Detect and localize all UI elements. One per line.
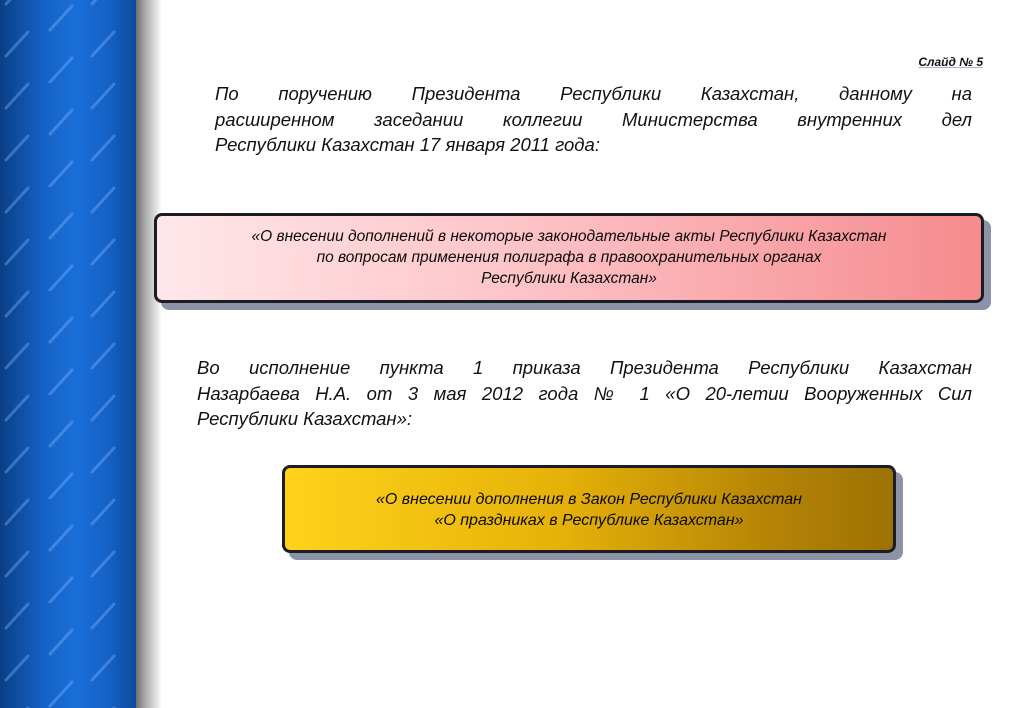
band-stroke bbox=[92, 292, 114, 316]
execution-paragraph bbox=[197, 355, 972, 432]
band-stroke bbox=[92, 604, 114, 628]
band-stroke bbox=[6, 396, 28, 420]
band-stroke bbox=[6, 448, 28, 472]
band-stroke bbox=[6, 32, 28, 56]
box-line: «О внесении дополнения в Закон Республики Казахстан bbox=[376, 491, 802, 508]
band-stroke bbox=[6, 656, 28, 680]
intro-line: Республики Казахстан 17 января 2011 года: bbox=[215, 134, 600, 155]
band-stroke bbox=[92, 84, 114, 108]
intro-paragraph bbox=[197, 81, 972, 158]
intro-line: По поручению Президента Республики Казахстан, данному на bbox=[215, 83, 972, 104]
execution-line: Во исполнение пункта 1 приказа Президента Республики Казахстан bbox=[197, 357, 972, 378]
band-stroke bbox=[92, 188, 114, 212]
band-stroke bbox=[50, 162, 72, 186]
band-stroke bbox=[50, 110, 72, 134]
band-stroke bbox=[92, 32, 114, 56]
decorative-side-band bbox=[0, 0, 136, 708]
band-stroke bbox=[6, 552, 28, 576]
band-stroke bbox=[50, 58, 72, 82]
holiday-law-box bbox=[282, 465, 896, 553]
band-stroke bbox=[50, 214, 72, 238]
side-band-pattern bbox=[0, 0, 136, 708]
band-stroke bbox=[6, 136, 28, 160]
box-line: «О внесении дополнений в некоторые законодательные акты Республики Казахстан bbox=[251, 228, 887, 245]
band-stroke bbox=[92, 240, 114, 264]
band-stroke bbox=[6, 240, 28, 264]
band-stroke bbox=[92, 136, 114, 160]
law-amendment-box bbox=[154, 213, 984, 303]
band-stroke bbox=[50, 682, 72, 706]
band-stroke bbox=[50, 526, 72, 550]
band-stroke bbox=[50, 6, 72, 30]
band-stroke bbox=[50, 630, 72, 654]
band-stroke bbox=[6, 84, 28, 108]
band-stroke bbox=[50, 318, 72, 342]
band-stroke bbox=[92, 396, 114, 420]
side-band-shadow bbox=[136, 0, 162, 708]
slide-number: Слайд № 5 bbox=[918, 55, 983, 69]
band-stroke bbox=[6, 604, 28, 628]
band-stroke bbox=[6, 188, 28, 212]
band-stroke bbox=[92, 656, 114, 680]
box-line: Республики Казахстан» bbox=[481, 270, 657, 287]
band-stroke bbox=[50, 370, 72, 394]
box-line: по вопросам применения полиграфа в правоохранительных органах bbox=[316, 249, 822, 266]
band-stroke bbox=[92, 552, 114, 576]
intro-line: расширенном заседании коллегии Министерства внутренних дел bbox=[215, 108, 972, 130]
band-stroke bbox=[50, 266, 72, 290]
execution-line: Республики Казахстан»: bbox=[197, 408, 413, 429]
band-stroke bbox=[92, 0, 114, 4]
band-stroke bbox=[50, 474, 72, 498]
band-stroke bbox=[6, 0, 28, 4]
band-stroke bbox=[6, 292, 28, 316]
band-stroke bbox=[92, 500, 114, 524]
execution-line: Назарбаева Н.А. от 3 мая 2012 года № 1 «О 20-летии Вооруженных Сил bbox=[197, 382, 972, 404]
band-stroke bbox=[92, 448, 114, 472]
band-stroke bbox=[92, 344, 114, 368]
box-line: «О праздниках в Республике Казахстан» bbox=[434, 512, 744, 529]
band-stroke bbox=[6, 500, 28, 524]
band-stroke bbox=[6, 344, 28, 368]
band-stroke bbox=[50, 578, 72, 602]
band-stroke bbox=[50, 422, 72, 446]
